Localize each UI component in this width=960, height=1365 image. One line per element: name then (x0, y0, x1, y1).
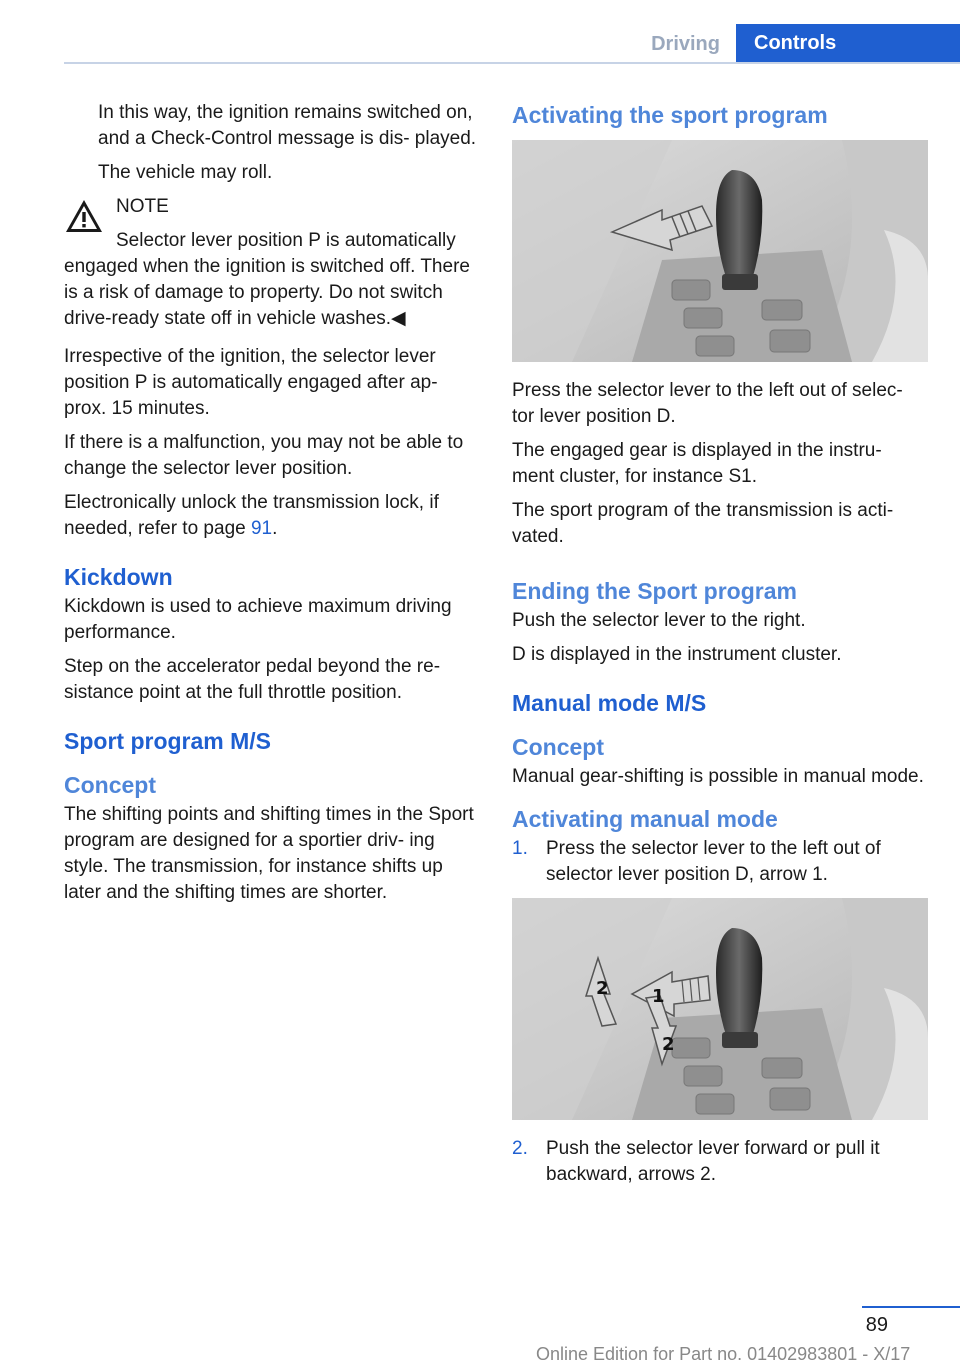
heading-concept: Concept (64, 772, 156, 798)
right-column (512, 100, 928, 1196)
heading-activating-manual: Activating manual mode (512, 806, 778, 832)
page-number: 89 (865, 1314, 888, 1336)
paragraph-auto-park: Irrespective of the ignition, the selector lever position P is automatically engaged after ap‐ prox. 15 minutes. (64, 346, 438, 419)
paragraph-kickdown-2: Step on the accelerator pedal beyond the re‐ sistance point at the full throttle position. (64, 656, 441, 703)
note-body: Selector lever position P is automatically engaged when the ignition is switched off. There is a risk of damage to property. Do not switch drive-ready state off in vehicle washes.◀ (64, 230, 470, 329)
step-number: 1. (512, 838, 528, 859)
header-rule (64, 62, 960, 64)
step-text: Push the selector lever forward or pull it backward, arrows 2. (546, 1138, 880, 1185)
heading-sport-program: Sport program M/S (64, 728, 272, 754)
paragraph-ignition: In this way, the ignition remains switched on, and a Check-Control message is dis‐ played. (98, 102, 477, 149)
step-text: Press the selector lever to the left out of selector lever position D, arrow 1. (546, 838, 881, 885)
paragraph-kickdown-1: Kickdown is used to achieve maximum driving performance. (64, 596, 452, 643)
header-chapter-tab: Controls (736, 24, 960, 62)
selector-lever-manual-image (512, 898, 928, 1120)
arrow-1-label: 1 (652, 986, 665, 1007)
step-number: 2. (512, 1138, 528, 1159)
left-column (64, 100, 482, 914)
steps-list-continued (512, 1136, 928, 1188)
paragraph-end-1: Push the selector lever to the right. (512, 610, 806, 631)
header-section-label: Driving (651, 33, 720, 55)
unlock-text: Electronically unlock the transmission lock, if needed, refer to page (64, 492, 439, 539)
heading-concept-manual: Concept (512, 734, 604, 760)
note-title: NOTE (116, 196, 169, 217)
selector-lever-sport-image (512, 140, 928, 362)
paragraph-act-2: The engaged gear is displayed in the instru‐ ment cluster, for instance S1. (512, 440, 882, 487)
paragraph-unlock (64, 490, 482, 542)
paragraph-malfunction: If there is a malfunction, you may not be able to change the selector lever position. (64, 432, 464, 479)
heading-manual-mode: Manual mode M/S (512, 690, 707, 716)
footer-rule (862, 1306, 960, 1308)
unlock-text-end: . (272, 518, 278, 539)
paragraph-end-2: D is displayed in the instrument cluster. (512, 644, 842, 665)
heading-activating-sport: Activating the sport program (512, 102, 828, 128)
paragraph-concept: The shifting points and shifting times in the Sport program are designed for a sportier driv‐ ing style. The transmission, for instance shifts up later and the shifting times are shorter. (64, 804, 474, 903)
paragraph-concept-manual: Manual gear-shifting is possible in manual mode. (512, 766, 924, 787)
edition-label: Online Edition for Part no. 01402983801 - X/17 (536, 1344, 911, 1364)
list-item (512, 1136, 928, 1188)
arrow-2-label: 2 (596, 978, 609, 999)
list-item (512, 836, 928, 888)
warning-icon (64, 198, 104, 234)
note-box (64, 194, 482, 332)
paragraph-vehicle-roll: The vehicle may roll. (98, 162, 273, 183)
arrow-2-label-b: 2 (662, 1034, 675, 1055)
heading-ending-sport: Ending the Sport program (512, 578, 797, 604)
paragraph-act-1: Press the selector lever to the left out of selec‐ tor lever position D. (512, 380, 903, 427)
steps-list (512, 836, 928, 888)
paragraph-act-3: The sport program of the transmission is acti‐ vated. (512, 500, 894, 547)
heading-kickdown: Kickdown (64, 564, 173, 590)
page-link[interactable]: 91 (250, 518, 273, 539)
